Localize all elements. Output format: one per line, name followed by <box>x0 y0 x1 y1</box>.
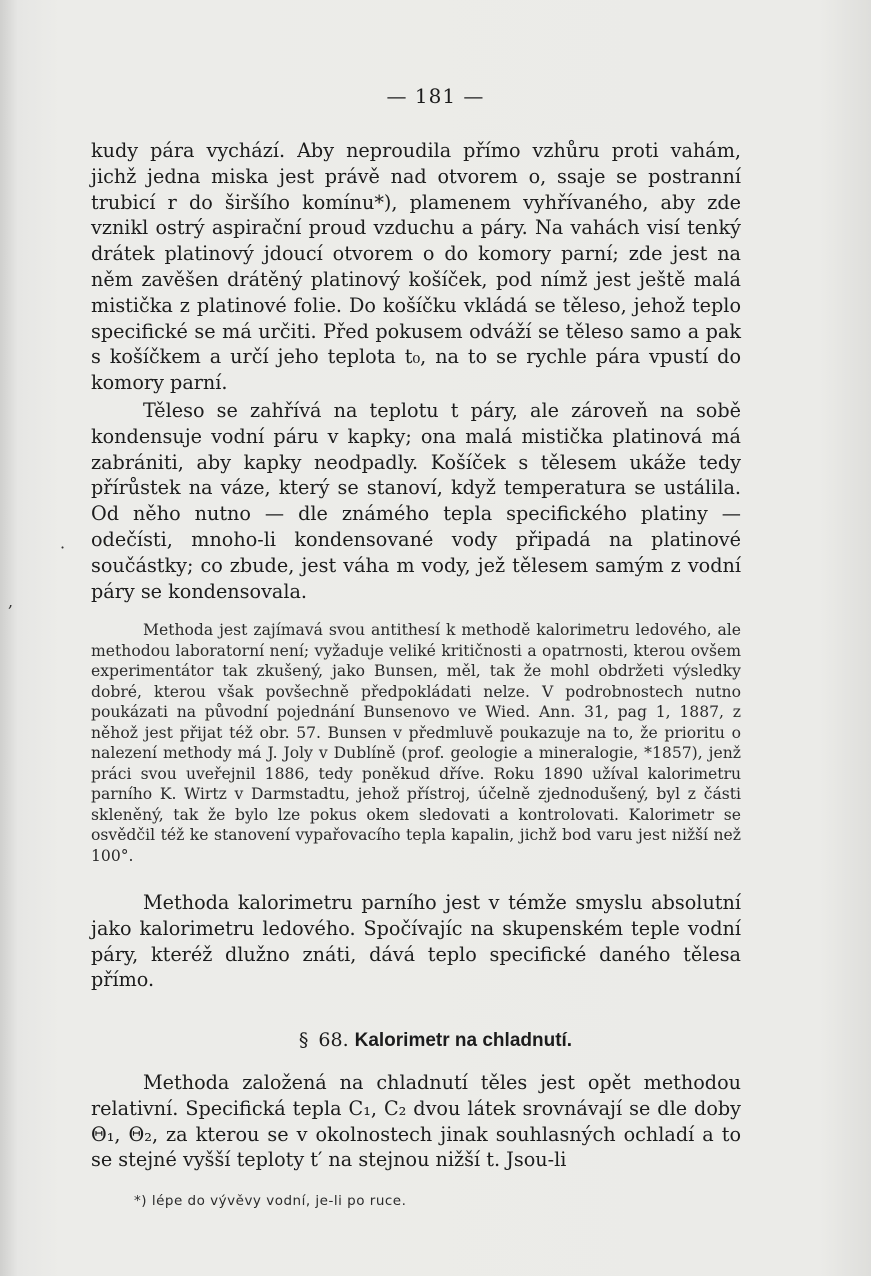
paragraph-text: Methoda jest zajímavá svou antithesí k methodě kalorimetru ledového, ale methodou laboratorní není; vyžaduje veliké kritičnosti a opatrnosti, kterou ovšem experimentátor tak zkušený, jako Bunsen, měl, tak že mohl obdržeti výsledky dobré, kterou však povšechně předpokládati nelze. V podrobnostech nutno poukázati na původní pojednání Bunsenovo ve Wied. Ann. 31, pag 1, 1887, z něhož jest přijat též obr. 57. Bunsen v předmluvě poukazuje na to, že prioritu o nalezení methody má J. Joly v Dublíně (prof. geologie a mineralogie, *1857), jenž práci svou uveřejnil 1886, tedy poněkud dříve. Roku 1890 užíval kalorimetru parního K. Wirtz v Darmstadtu, jehož přístroj, účelně zjednodušený, byl z části skleněný, tak že bylo lze pokus okem sledovati a kontrolovati. Kalorimetr se osvědčil též ke stanovení vypařovacího tepla kapalin, jichž bod varu jest nižší než 100°. <box>91 621 741 865</box>
paragraph-text: Těleso se zahřívá na teplotu t páry, ale zároveň na sobě kondensuje vodní páru v kapky; ona malá mistička platinová má zabrániti, aby kapky neodpadly. Košíček s tělesem ukáže tedy přírůstek na váze, který se stanoví, když temperatura se ustálila. Od něho nutno — dle známého tepla specifického platiny — odečísti, mnoho-li kondensované vody připadá na platinové součástky; co zbude, jest váha m vody, jež tělesem samým z vodní páry se kondensovala. <box>91 399 741 603</box>
section-symbol: § <box>298 1029 309 1051</box>
section-title: Kalorimetr na chladnutí. <box>354 1030 573 1051</box>
paragraph-text: Methoda kalorimetru parního jest v témže smyslu absolutní jako kalorimetru ledového. Spočívajíc na skupenském teple vodní páry, kteréž dlužno znáti, dává teplo specifické daného tělesa přímo. <box>91 891 741 992</box>
paragraph-text: Methoda založená na chladnutí těles jest opět methodou relativní. Specifická tepla C₁, C₂ dvou látek srovnávají se dle doby Θ₁, Θ₂, za kterou se v okolnostech jinak souhlasných ochladí a to se stejné vyšší teploty t′ na stejnou nižší t. Jsou-li <box>91 1071 741 1172</box>
margin-tick-mark: , <box>8 592 14 611</box>
margin-dot-mark: · <box>60 538 66 557</box>
section-heading <box>0 1029 871 1052</box>
paragraph-condensation <box>91 398 741 604</box>
section-number: 68. <box>318 1029 349 1051</box>
footnote-marker: *) <box>134 1193 148 1209</box>
paragraph-cooling-method <box>91 1070 741 1173</box>
paragraph-steam-path <box>91 138 741 396</box>
paragraph-absolute-method <box>91 890 741 993</box>
footnote <box>134 1193 406 1209</box>
page-number: — 181 — <box>386 84 485 108</box>
paragraph-small-print <box>91 620 741 866</box>
footnote-text: lépe do vývěvy vodní, je-li po ruce. <box>151 1193 407 1209</box>
paragraph-text: kudy pára vychází. Aby neproudila přímo vzhůru proti vahám, jichž jedna miska jest právě nad otvorem o, ssaje se postranní trubicí r do širšího komínu*), plamenem vyhřívaného, aby zde vznikl ostrý aspirační proud vzduchu a páry. Na vahách visí tenký drátek platinový jdoucí otvorem o do komory parní; zde jest na něm zavěšen drátěný platinový košíček, pod nímž jest ještě malá mistička z platinové folie. Do košíčku vkládá se těleso, jehož teplo specifické se má určiti. Před pokusem odváží se těleso samo a pak s košíčkem a určí jeho teplota t₀, na to se rychle pára vpustí do komory parní. <box>91 139 741 395</box>
